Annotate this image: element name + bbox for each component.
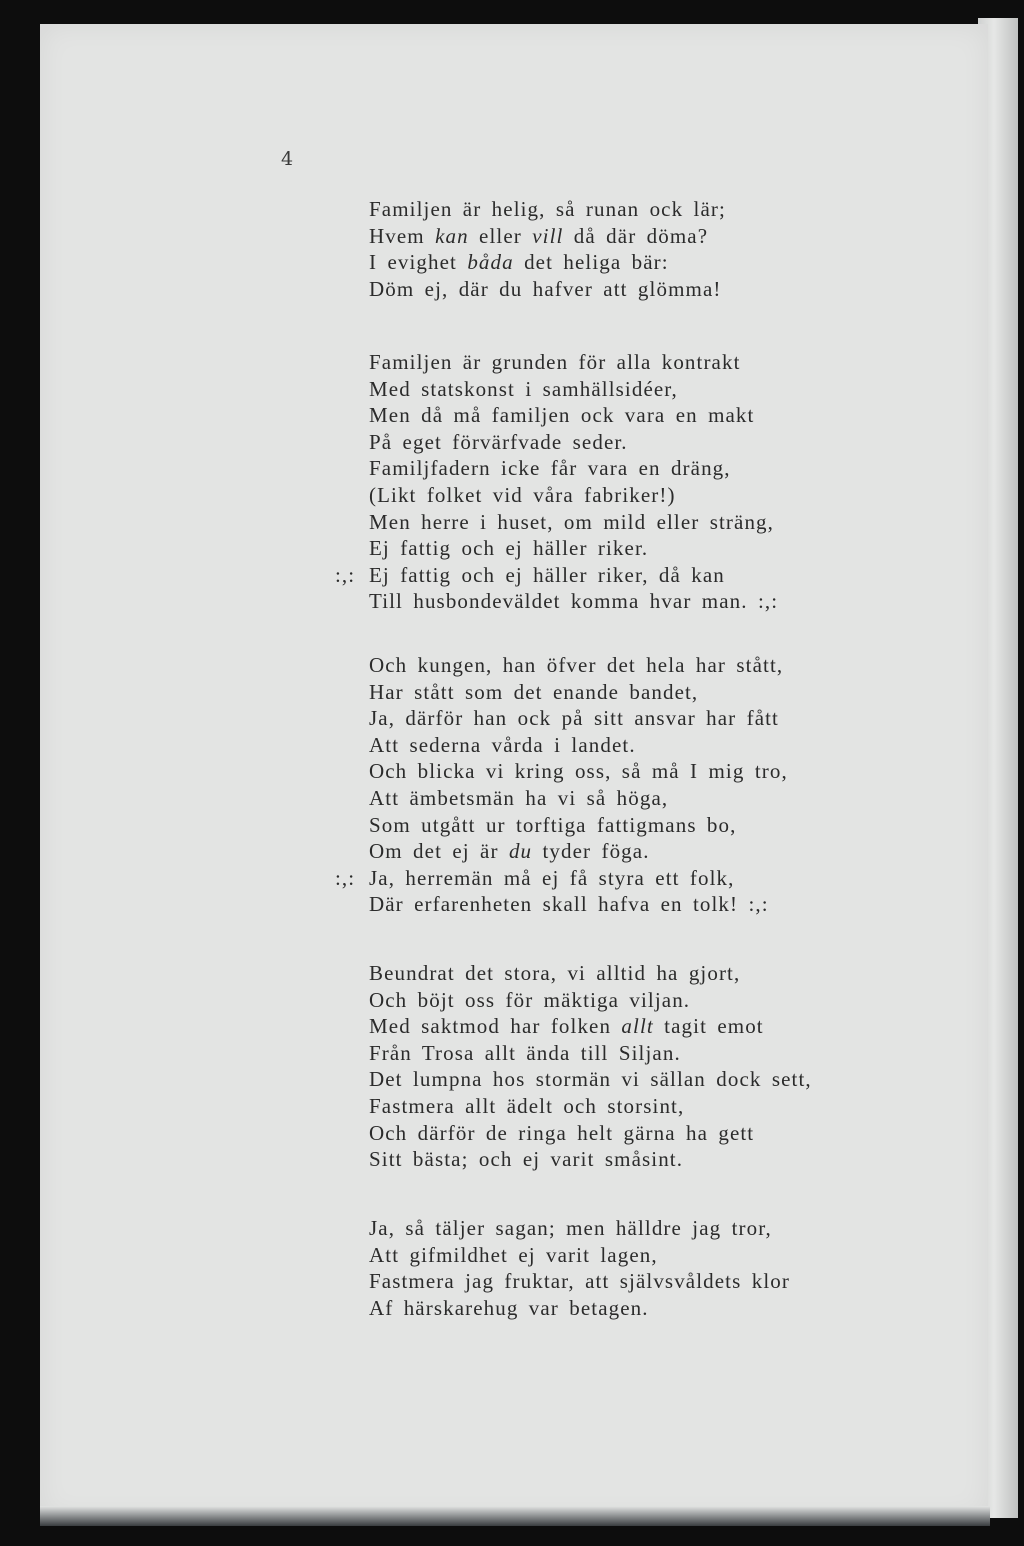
refrain-mark: :,: bbox=[335, 562, 356, 587]
emphasized-word: båda bbox=[467, 250, 514, 275]
line-text: Och därför de ringa helt gärna ha gett bbox=[369, 1120, 755, 1145]
line-text: Fastmera allt ädelt och storsint, bbox=[369, 1093, 685, 1118]
emphasized-word: kan bbox=[435, 223, 469, 248]
line-text: Familjfadern icke får vara en dräng, bbox=[369, 456, 731, 481]
poem-line bbox=[369, 429, 778, 456]
line-text: Har stått som det enande bandet, bbox=[369, 679, 699, 704]
line-text: Sitt bästa; och ej varit småsint. bbox=[369, 1147, 684, 1172]
stanza bbox=[369, 960, 812, 1173]
line-text: Men då må familjen ock vara en makt bbox=[369, 403, 755, 428]
poem-line bbox=[369, 679, 788, 706]
emphasized-word: vill bbox=[532, 223, 564, 248]
poem-line bbox=[369, 276, 726, 303]
poem-line bbox=[369, 535, 778, 562]
poem-line bbox=[369, 455, 778, 482]
poem-line bbox=[335, 562, 778, 589]
poem-line bbox=[369, 376, 778, 403]
line-text: Döm ej, där du hafver att glömma! bbox=[369, 276, 722, 301]
line-text: Och blicka vi kring oss, så må I mig tro, bbox=[369, 759, 788, 784]
poem-line bbox=[369, 1093, 812, 1120]
stanza bbox=[335, 652, 788, 918]
page-bottom-edge bbox=[40, 1506, 990, 1526]
poem-line bbox=[369, 1215, 790, 1242]
line-text: Där erfarenheten skall hafva en tolk! :,: bbox=[369, 892, 769, 917]
line-text: (Likt folket vid våra fabriker!) bbox=[369, 482, 676, 507]
poem-line bbox=[369, 482, 778, 509]
line-text: Med statskonst i samhällsidéer, bbox=[369, 376, 678, 401]
line-text: På eget förvärfvade seder. bbox=[369, 429, 628, 454]
poem-line bbox=[369, 812, 788, 839]
line-text: Ja, därför han ock på sitt ansvar har fått bbox=[369, 706, 779, 731]
line-text: Att sederna vårda i landet. bbox=[369, 732, 636, 757]
poem-line bbox=[369, 249, 726, 276]
poem-line bbox=[369, 652, 788, 679]
poem-line bbox=[369, 1120, 812, 1147]
line-text: Att gifmildhet ej varit lagen, bbox=[369, 1242, 658, 1267]
poem-line bbox=[369, 1146, 812, 1173]
line-text: Familjen är helig, så runan ock lär; bbox=[369, 197, 726, 221]
poem-line bbox=[369, 588, 778, 615]
poem-line bbox=[369, 987, 812, 1014]
line-text: tyder föga. bbox=[532, 839, 650, 864]
line-text: I evighet bbox=[369, 250, 468, 275]
poem-line bbox=[369, 223, 726, 250]
stanza bbox=[335, 349, 779, 615]
emphasized-word: du bbox=[508, 839, 533, 864]
line-text: Ej fattig och ej häller riker. bbox=[369, 536, 649, 561]
poem-line bbox=[369, 838, 788, 865]
stanza bbox=[369, 196, 726, 302]
poem-line bbox=[369, 1013, 812, 1040]
line-text: Med saktmod har folken bbox=[369, 1014, 622, 1039]
refrain-mark: :,: bbox=[335, 865, 356, 890]
poem-line bbox=[369, 349, 778, 376]
line-text: tagit emot bbox=[653, 1014, 764, 1039]
line-text: då där döma? bbox=[563, 223, 709, 248]
poem-line bbox=[369, 1268, 790, 1295]
line-text: Familjen är grunden för alla kontrakt bbox=[369, 350, 741, 374]
page-number: 4 bbox=[281, 148, 294, 170]
line-text: Det lumpna hos stormän vi sällan dock sett, bbox=[369, 1067, 812, 1092]
line-text: Och böjt oss för mäktiga viljan. bbox=[369, 987, 691, 1012]
line-text: Att ämbetsmän ha vi så höga, bbox=[369, 785, 669, 810]
poem-line bbox=[369, 705, 788, 732]
line-text: Om det ej är bbox=[369, 839, 509, 864]
poem-line bbox=[369, 1295, 790, 1322]
line-text: Hvem bbox=[369, 223, 436, 248]
poem-line bbox=[369, 732, 788, 759]
poem-line bbox=[369, 402, 778, 429]
line-text: Ej fattig och ej häller riker, då kan bbox=[369, 562, 725, 587]
emphasized-word: allt bbox=[621, 1014, 654, 1039]
poem-line bbox=[369, 1242, 790, 1269]
line-text: Men herre i huset, om mild eller sträng, bbox=[369, 509, 774, 534]
poem-line bbox=[369, 509, 778, 536]
line-text: eller bbox=[468, 223, 533, 248]
line-text: Från Trosa allt ända till Siljan. bbox=[369, 1040, 681, 1065]
stanza bbox=[369, 1215, 790, 1321]
line-text: Som utgått ur torftiga fattigmans bo, bbox=[369, 812, 737, 837]
poem-line bbox=[369, 758, 788, 785]
poem-line bbox=[335, 865, 788, 892]
line-text: det heliga bär: bbox=[513, 250, 669, 275]
line-text: Beundrat det stora, vi alltid ha gjort, bbox=[369, 961, 741, 985]
line-text: Och kungen, han öfver det hela har stått, bbox=[369, 653, 784, 677]
line-text: Till husbondeväldet komma hvar man. :,: bbox=[369, 589, 779, 614]
poem-line bbox=[369, 785, 788, 812]
poem-line bbox=[369, 1040, 812, 1067]
poem-line bbox=[369, 196, 726, 223]
poem-line bbox=[369, 891, 788, 918]
poem-line bbox=[369, 1066, 812, 1093]
line-text: Ja, så täljer sagan; men hälldre jag tror, bbox=[369, 1216, 772, 1240]
poem-line bbox=[369, 960, 812, 987]
line-text: Af härskarehug var betagen. bbox=[369, 1295, 649, 1320]
line-text: Fastmera jag fruktar, att självsvåldets klor bbox=[369, 1269, 790, 1294]
line-text: Ja, herremän må ej få styra ett folk, bbox=[369, 865, 735, 890]
